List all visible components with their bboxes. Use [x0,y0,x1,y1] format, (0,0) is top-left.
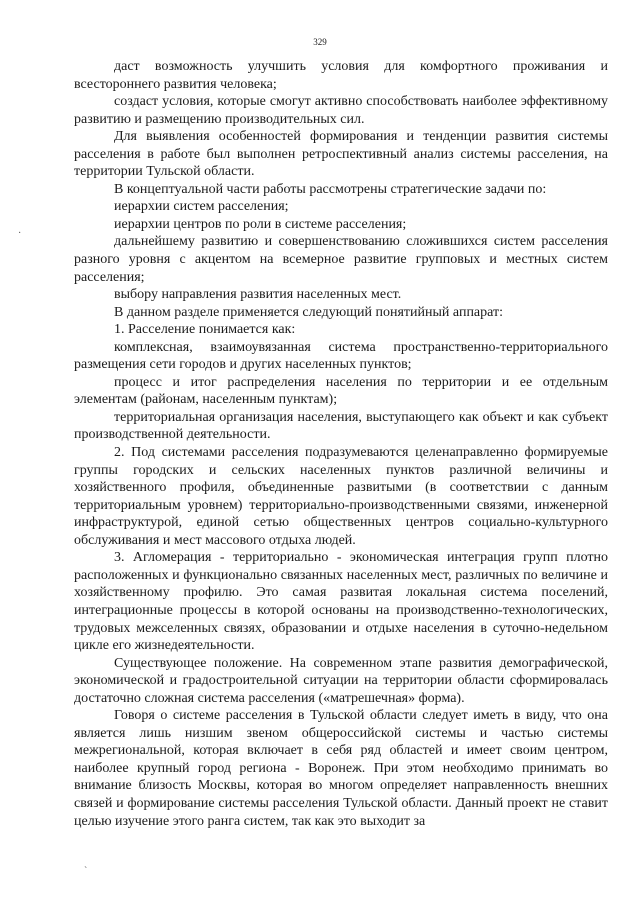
paragraph: 2. Под системами расселения подразумеваются целенаправленно формируемые группы городских и сельских населенных пунктов различной величины и хозяйственного профиля, объединенные развитыми (в соответствии с данным территориальным уровнем) территориально-производственными связями, инженерной инфраструктурой, единой сетью общественных центров социально-культурного обслуживания и мест массового отдыха людей. [74,445,608,548]
paragraph: В концептуальной части работы рассмотрены стратегические задачи по: [114,181,547,197]
paragraph: создаст условия, которые смогут активно способствовать наиболее эффективному развитию и размещению производительных сил. [74,94,608,127]
paragraph: даст возможность улучшить условия для комфортного проживания и всестороннего развития человека; [74,59,608,92]
paragraph: территориальная организация населения, выступающего как объект и как субъект производственной деятельности. [74,409,608,443]
paragraph: выбору направления развития населенных мест. [114,287,402,303]
paragraph: 3. Агломерация - территориально - экономическая интеграция групп плотно расположенных и функционально связанных населенных мест, различных по величине и хозяйственному профилю. Это самая развитая локальная система поселений, интеграционные процессы в которой основаны на производственно-технологических, трудовых межселенных связях, образовании и отдыхе населения в суточно-недельном цикле его жизнедеятельности. [74,550,608,654]
paragraph: Говоря о системе расселения в Тульской области следует иметь в виду, что она является лишь низшим звеном общероссийской системы и частью системы межрегиональной, которая включает в себя ряд областей и имеет своим центром, наиболее крупный город региона - Воронеж. При этом необходимо принимать во внимание близость Москвы, которая во многом определяет направленность внешних связей и формирование системы расселения Тульской области. Данный проект не ставит целью изучение этого ранга систем, так как это выходит за [74,708,608,829]
paragraph: дальнейшему развитию и совершенствованию сложившихся систем расселения разного уровня с акцентом на всемерное развитие групповых и местных систем расселения; [74,234,608,285]
paragraph: иерархии систем расселения; [114,199,289,215]
body-text [74,58,608,830]
paragraph: 1. Расселение понимается как: [114,322,296,338]
paragraph: иерархии центров по роли в системе расселения; [114,216,407,232]
paragraph: комплексная, взаимоувязанная система пространственно-территориального размещения сети городов и других населенных пунктов; [74,339,608,373]
page-number: 329 [313,37,327,47]
scan-speck: · [18,228,22,239]
paragraph: Существующее положение. На современном этапе развития демографической, экономической и градостроительной ситуации на территории области сформировалась достаточно сложная система расселения («матрешечная» форма). [74,655,608,706]
paragraph: процесс и итог распределения населения по территории и ее отдельным элементам (районам, населенным пунктам); [74,374,608,408]
paragraph: Для выявления особенностей формирования и тенденции развития системы расселения в работе был выполнен ретроспективный анализ системы расселения, на территории Тульской области. [74,129,608,180]
paragraph: В данном разделе применяется следующий понятийный аппарат: [114,304,504,320]
scan-speck: ` [84,866,88,877]
